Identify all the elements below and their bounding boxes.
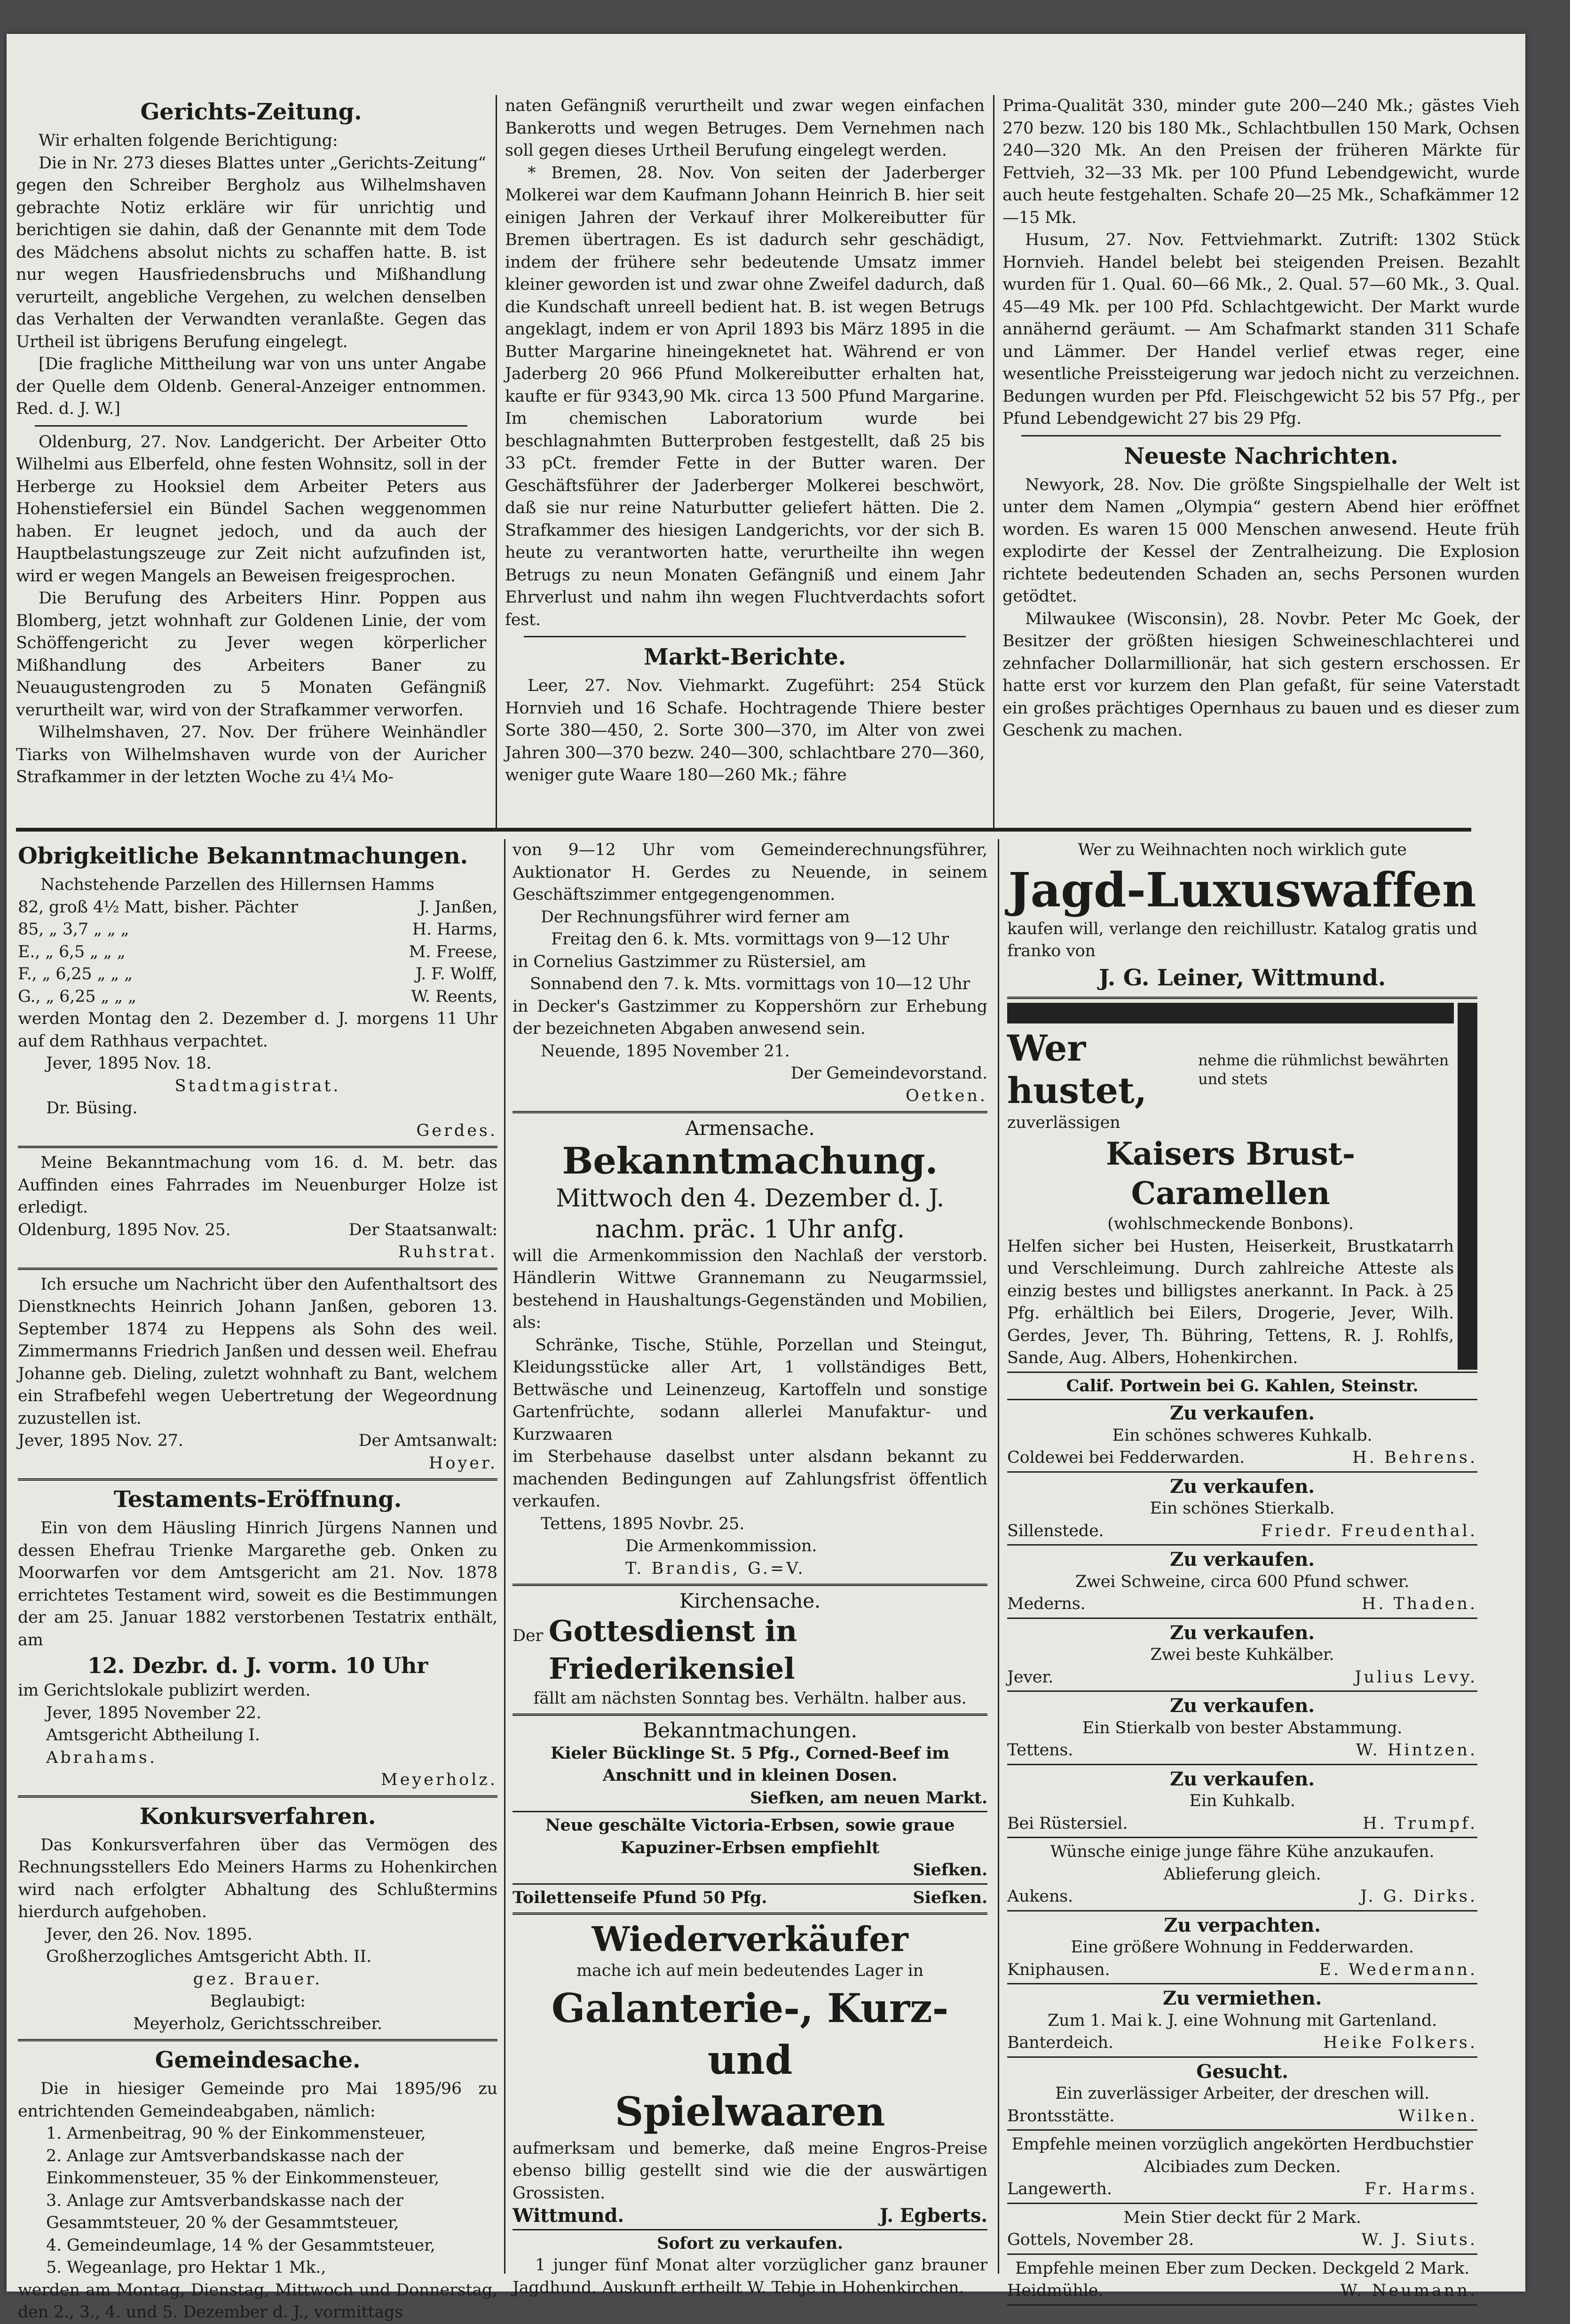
highlight-date: 12. Dezbr. d. J. vorm. 10 Uhr xyxy=(87,1653,428,1678)
divider xyxy=(1007,1399,1477,1400)
column-divider xyxy=(504,839,505,2274)
heading-bekanntmachungen: Bekanntmachungen. xyxy=(642,1719,858,1743)
auction-date: Mittwoch den 4. Dezember d. J. xyxy=(556,1184,944,1213)
ad-place: Jever. xyxy=(1007,1667,1054,1687)
divider xyxy=(1007,1618,1477,1619)
signature: Gerdes. xyxy=(416,1121,497,1140)
label: Der xyxy=(513,1626,543,1645)
paragraph: Meine Bekanntmachung vom 16. d. M. betr. das Auffinden eines Fahrrades im Neuenburger Holze ist erledigt. xyxy=(18,1153,497,1217)
divider xyxy=(18,1795,497,1798)
divider xyxy=(18,1268,497,1270)
paragraph: werden Montag den 2. Dezember d. J. morgens 11 Uhr auf dem Rathhaus verpachtet. xyxy=(18,1009,497,1051)
ad-name: Heike Folkers. xyxy=(1323,2033,1477,2052)
classified-ad xyxy=(1007,2258,1477,2306)
ad-place: Bei Rüstersiel. xyxy=(1007,1814,1128,1833)
divider xyxy=(513,1883,987,1885)
classified-ad xyxy=(1007,2207,1477,2255)
ad-heading: Gesucht. xyxy=(1196,2060,1288,2083)
date-line: Freitag den 6. k. Mts. vormittags von 9—12 Uhr xyxy=(551,930,949,949)
divider xyxy=(1007,997,1477,999)
signature: Dr. Büsing. xyxy=(46,1099,138,1118)
signature-row: Wittmund. J. Egberts. xyxy=(513,2205,987,2227)
list-item: 85, „ 3,7 „ „ „ H. Harms, xyxy=(18,920,497,939)
list-item: 4. Gemeindeumlage, 14 % der Gesammtsteuer, xyxy=(46,2236,435,2255)
ad-text: Empfehle meinen vorzüglich angekörten Herdbuchstier Alcibiades zum Decken. xyxy=(1011,2135,1473,2176)
paragraph: aufmerksam und bemerke, daß meine Engros-Preise ebenso billig gestellt sind wie die der auswärtigen Grossisten. xyxy=(513,2139,987,2203)
ad-text: Zwei beste Kuhkälber. xyxy=(1150,1645,1334,1664)
divider xyxy=(513,2229,987,2230)
court: Amtsgericht Abtheilung I. xyxy=(46,1726,260,1745)
place-date: Jever, den 26. Nov. 1895. xyxy=(46,1925,252,1944)
ad-place: Banterdeich. xyxy=(1007,2033,1113,2052)
list-item: 3. Anlage zur Amtsverbandskasse nach der Gesammtsteuer, 20 % der Gesammtsteuer, xyxy=(46,2191,403,2232)
label: zuverlässigen xyxy=(1007,1113,1120,1132)
column-divider xyxy=(998,839,999,2274)
classified-ad xyxy=(1007,1914,1477,1985)
ad-place: Mederns. xyxy=(1007,1594,1086,1613)
heading-jagd-luxuswaffen: Jagd-Luxuswaffen xyxy=(1008,862,1476,918)
classified-ad xyxy=(1007,1768,1477,1839)
ad-portwein: Calif. Portwein bei G. Kahlen, Steinstr. xyxy=(1066,1376,1419,1396)
signature-row: Oldenburg, 1895 Nov. 25. Der Staatsanwalt: xyxy=(18,1220,497,1239)
ad-signature xyxy=(1007,2178,1477,2201)
paragraph: von 9—12 Uhr vom Gemeinderechnungsführer, Auktionator H. Gerdes zu Neuende, in seinem Geschäftszimmer entgegengenommen. xyxy=(513,841,987,904)
classified-ad xyxy=(1007,1402,1477,1473)
classified-ad xyxy=(1007,1841,1477,1912)
column-middle-ads xyxy=(513,839,987,2299)
paragraph-husum: Husum, 27. Nov. Fettviehmarkt. Zutrift: 1302 Stück Hornvieh. Handel belebt bei steigenden Preisen. Bezahlt wurden für 1. Qual. 60—66 Mk., 2. Qual. 57—60 Mk., 3. Qual. 45—49 Mk. per 100 Pfd. Schlachtgewicht. Der Markt wurde annähernd geräumt. — Am Schafmarkt standen 311 Schafe und Lämmer. Der Handel verlief etwas reger, eine wesentliche Preissteigerung war jedoch nicht zu verzeichnen. Bedungen wurden per Pfd. Fleischgewicht 52 bis 57 Pfg., per Pfund Lebendgewicht 27 bis 29 Pfg. xyxy=(1002,230,1520,428)
ad-text: Mein Stier deckt für 2 Mark. xyxy=(1123,2208,1361,2227)
signature: T. Brandis, G.=V. xyxy=(625,1559,805,1578)
paragraph-oldenburg: Oldenburg, 27. Nov. Landgericht. Der Arbeiter Otto Wilhelmi aus Elberfeld, ohne festen Wohnsitz, soll in der Herberge zu Hooksiel dem Arbeiter Peters aus Hohenstiefersiel ein Bündel Sachen weggenommen haben. Er leugnet jedoch, und da auch der Hauptbelastungszeuge zur Zeit nicht aufzufinden ist, wird er wegen Mangels an Beweisen freigesprochen. xyxy=(16,432,486,586)
ad-place: Gottels, November 28. xyxy=(1007,2230,1194,2249)
column-neueste-nachrichten xyxy=(1002,95,1520,742)
paragraph: Das Konkursverfahren über das Vermögen des Rechnungsstellers Edo Meiners Harms zu Hohenkirchen wird nach erfolgter Abhaltung des Schlußtermins hierdurch aufgehoben. xyxy=(18,1835,497,1921)
ad-kaisers xyxy=(1007,1003,1477,1370)
ad-place: Kniphausen. xyxy=(1007,1960,1110,1979)
divider xyxy=(1007,1910,1477,1912)
divider xyxy=(1007,2203,1477,2204)
divider xyxy=(513,1713,987,1716)
paragraph-newyork: Newyork, 28. Nov. Die größte Singspielhalle der Welt ist unter dem Namen „Olympia“ gestern Abend hier eröffnet worden. Es waren 15 000 Menschen anwesend. Heute früh explodirte der Kessel der Zentralheizung. Die Explosion richtete bedeutenden Schaden an, sechs Personen wurden getödtet. xyxy=(1002,475,1520,606)
ad-signature xyxy=(1007,1739,1477,1762)
authority: Der Gemeindevorstand. xyxy=(790,1064,987,1083)
paragraph: im Sterbehause daselbst unter alsdann bekannt zu machenden Bedingungen auf Zahlungsfrist öffentlich verkaufen. xyxy=(513,1447,987,1511)
paragraph: naten Gefängniß verurtheilt und zwar wegen einfachen Bankerotts und wegen Betruges. Dem Vernehmen nach soll gegen dieses Urtheil Berufung eingelegt werden. xyxy=(505,96,985,160)
ad-heading: Zu verkaufen. xyxy=(1170,1475,1315,1498)
paragraph: Ein von dem Häusling Hinrich Jürgens Nannen und dessen Ehefrau Trienke Margarethe geb. Onken zu Moorwarfen vor dem Amtsgericht am 21. Nov. 1878 errichtetes Testament wird, soweit es die Bestimmungen der am 25. Januar 1882 verstorbenen Testatrix enthält, am xyxy=(18,1519,497,1650)
paragraph: fällt am nächsten Sonntag bes. Verhältn. halber aus. xyxy=(533,1689,967,1708)
divider xyxy=(1007,1837,1477,1838)
paragraph: Schränke, Tische, Stühle, Porzellan und Steingut, Kleidungsstücke aller Art, 1 vollständiges Bett, Bettwäsche und Leinenzeug, Kartoffeln und sonstige Gartenfrüchte, sodann allerlei Manufaktur- und Kurzwaaren xyxy=(513,1335,987,1444)
newspaper-page xyxy=(7,34,1525,2322)
classified-ad xyxy=(1007,1987,1477,2058)
ad-name: Fr. Harms. xyxy=(1365,2180,1477,2198)
list-item: 5. Wegeanlage, pro Hektar 1 Mk., xyxy=(46,2258,326,2277)
divider xyxy=(1007,2129,1477,2131)
ad-name: W. Hintzen. xyxy=(1356,1741,1477,1760)
heading-sofort: Sofort zu verkaufen. xyxy=(657,2233,843,2253)
list-item: 1. Armenbeitrag, 90 % der Einkommensteuer, xyxy=(46,2124,426,2143)
ad-signature xyxy=(1007,1447,1477,1469)
list-item: 2. Anlage zur Amtsverbandskasse nach der Einkommensteuer, 35 % der Einkommensteuer, xyxy=(46,2146,440,2188)
ad-text: Zum 1. Mai k. J. eine Wohnung mit Gartenland. xyxy=(1048,2011,1437,2030)
paragraph: im Gerichtslokale publizirt werden. xyxy=(18,1681,311,1700)
divider xyxy=(524,636,966,637)
heading-kirchensache: Kirchensache. xyxy=(679,1589,821,1612)
divider xyxy=(18,2039,497,2041)
ad-name: H. Behrens. xyxy=(1352,1448,1477,1467)
ad-place: Sillenstede. xyxy=(1007,1521,1104,1540)
paragraph: Prima-Qualität 330, minder gute 200—240 Mk.; gästes Vieh 270 bezw. 120 bis 180 Mk., Schlachtbullen 150 Mark, Ochsen 240—320 Mk. An den Preisen der früheren Märkte für Fettvieh, 32—33 Mk. per 100 Pfund Lebendgewicht, wurde auch heute festgehalten. Schafe 20—25 Mk., Schafkämmer 12—15 Mk. xyxy=(1002,96,1520,227)
column-gerichts-zeitung xyxy=(16,95,486,789)
ad-name: E. Wedermann. xyxy=(1319,1960,1477,1979)
paragraph: mache ich auf mein bedeutendes Lager in xyxy=(576,1961,924,1980)
paragraph-wilhelmshaven: Wilhelmshaven, 27. Nov. Der frühere Weinhändler Tiarks von Wilhelmshaven wurde von der Auricher Strafkammer in der letzten Woche zu 4¼ Mo- xyxy=(16,723,486,786)
ad-heading: Zu verkaufen. xyxy=(1170,1548,1315,1570)
paragraph: Der Rechnungsführer wird ferner am xyxy=(541,907,850,927)
ad-place: Langewerth. xyxy=(1007,2180,1112,2198)
ad-name: W. J. Siuts. xyxy=(1361,2230,1477,2249)
ad-heading: Zu verkaufen. xyxy=(1170,1768,1315,1790)
ad-name: J. G. Dirks. xyxy=(1360,1887,1477,1906)
ad-text: Eine größere Wohnung in Fedderwarden. xyxy=(1071,1938,1414,1957)
divider xyxy=(1007,1372,1477,1373)
heading-wer-hustet: Wer hustet, xyxy=(1007,1027,1147,1111)
place-date: Jever, 1895 November 22. xyxy=(46,1703,261,1722)
divider xyxy=(513,1584,987,1586)
ad-signature xyxy=(1007,2105,1477,2128)
section-divider xyxy=(16,828,1471,832)
section-title-obrigkeitliche: Obrigkeitliche Bekanntmachungen. xyxy=(18,843,468,869)
ad-signature xyxy=(1007,2032,1477,2054)
paragraph: Die Berufung des Arbeiters Hinr. Poppen aus Blomberg, jetzt wohnhaft zur Goldenen Linie, der vom Schöffengericht zu Jever wegen körperlicher Mißhandlung des Arbeiters Baner zu Neuaugustengroden zu 5 Monaten Gefängniß verurtheilt war, wird von der Strafkammer verworfen. xyxy=(16,589,486,720)
paragraph: Die in Nr. 273 dieses Blattes unter „Gerichts-Zeitung“ gegen den Schreiber Bergholz aus Wilhelmshaven gebrachte Notiz erkläre wir für unrichtig und berichtigen sie dahin, daß der Genannte mit dem Tode des Mädchens absolut nichts zu schaffen hatte. B. ist nur wegen Hausfriedensbruchs und Mißhandlung verurteilt, angebliche Vergehen, zu welchen denselben das Verhalten der Verwandten veranlaßte. Gegen das Urtheil ist übrigens Berufung eingelegt. xyxy=(16,153,486,351)
divider xyxy=(1007,2304,1477,2306)
signature: Siefken, am neuen Markt. xyxy=(750,1788,987,1808)
list-item: F., „ 6,25 „ „ „ J. F. Wolff, xyxy=(18,965,497,984)
ad-place: Aukens. xyxy=(1007,1887,1073,1906)
paragraph: werden am Montag, Dienstag, Mittwoch und Donnerstag, den 2., 3., 4. und 5. Dezember d. J., vormittags xyxy=(18,2280,497,2322)
paragraph: 1 junger fünf Monat alter vorzüglicher ganz brauner Jagdhund. Auskunft ertheilt W. Tebje in Hohenkirchen. xyxy=(513,2256,987,2297)
signature: Siefken. xyxy=(913,1860,987,1880)
place-date: Neuende, 1895 November 21. xyxy=(541,1041,790,1061)
authority: Stadtmagistrat. xyxy=(174,1076,341,1095)
ad-signature xyxy=(1007,1520,1477,1543)
ad-heading: Zu verkaufen. xyxy=(1170,1695,1315,1717)
paragraph: in Cornelius Gastzimmer zu Rüstersiel, am xyxy=(513,952,866,971)
signature: Hoyer. xyxy=(428,1453,497,1473)
ad-place: Brontsstätte. xyxy=(1007,2106,1115,2126)
divider xyxy=(513,1912,987,1915)
auction-time: nachm. präc. 1 Uhr anfg. xyxy=(595,1215,905,1244)
ad-signature xyxy=(1007,1886,1477,1908)
ad-signature xyxy=(1007,1813,1477,1835)
label: nehme die rühmlichst bewährten und stets xyxy=(1198,1051,1449,1088)
column-classifieds xyxy=(1007,839,1477,2308)
ad-place: Heidmühle. xyxy=(1007,2281,1104,2300)
ad-text: Zwei Schweine, circa 600 Pfund schwer. xyxy=(1075,1572,1410,1591)
divider xyxy=(1021,435,1501,436)
paragraph: Die in hiesiger Gemeinde pro Mai 1895/96 zu entrichtenden Gemeindeabgaben, nämlich: xyxy=(18,2079,497,2121)
paragraph: Ich ersuche um Nachricht über den Aufenthaltsort des Dienstknechts Heinrich Johann Janßen, geboren 13. September 1874 zu Heppens als Sohn des weil. Zimmermanns Friedrich Janßen und dessen weil. Ehefrau Johanne geb. Dieling, zuletzt wohnhaft zu Bant, welchem ein Strafbefehl wegen Uebertretung der Wegeordnung zuzustellen ist. xyxy=(18,1275,497,1428)
ad-text: Ein schönes Stierkalb. xyxy=(1150,1499,1335,1518)
certification: Beglaubigt: xyxy=(210,1992,306,2011)
ad-place: Coldewei bei Fedderwarden. xyxy=(1007,1448,1245,1467)
place-date: Jever, 1895 Nov. 18. xyxy=(46,1054,212,1073)
section-title-gemeindesache: Gemeindesache. xyxy=(155,2047,361,2073)
ad-signature xyxy=(1007,1959,1477,1982)
signature: J. G. Leiner, Wittmund. xyxy=(1098,964,1386,991)
signature: Meyerholz. xyxy=(380,1770,497,1789)
divider xyxy=(35,425,467,427)
section-title-testament: Testaments-Eröffnung. xyxy=(113,1486,402,1513)
paragraph: Wir erhalten folgende Berichtigung: xyxy=(39,131,338,150)
date-line: Sonnabend den 7. k. Mts. vormittags von 10—12 Uhr xyxy=(529,975,970,993)
heading-gottesdienst: Gottesdienst in Friederikensiel xyxy=(548,1613,797,1686)
section-title-markt-berichte: Markt-Berichte. xyxy=(643,644,846,670)
subtitle: (wohlschmeckende Bonbons). xyxy=(1107,1214,1354,1233)
classified-ad xyxy=(1007,1695,1477,1765)
ad-header xyxy=(1007,1027,1454,1112)
court: Großherzogliches Amtsgericht Abth. II. xyxy=(46,1947,371,1966)
heading-bekanntmachung: Bekanntmachung. xyxy=(562,1139,938,1182)
signature: Ruhstrat. xyxy=(398,1243,497,1261)
ad-seife: Toilettenseife Pfund 50 Pfg. Siefken. xyxy=(513,1888,987,1907)
ad-signature xyxy=(1007,2280,1477,2302)
ad-side-bar xyxy=(1458,1003,1477,1370)
ad-heading: Zu verkaufen. xyxy=(1170,1621,1315,1644)
ad-name: Friedr. Freudenthal. xyxy=(1261,1521,1477,1540)
paragraph: kaufen will, verlange den reichillustr. Katalog gratis und franko von xyxy=(1007,919,1477,960)
heading-spielwaaren: Spielwaaren xyxy=(615,2088,885,2135)
classified-ad xyxy=(1007,2061,1477,2131)
ad-text: Ein Stierkalb von bester Abstammung. xyxy=(1082,1718,1403,1737)
parcel-list xyxy=(18,896,497,1008)
classified-ad xyxy=(1007,1622,1477,1692)
ad-erbsen: Neue geschälte Victoria-Erbsen, sowie graue Kapuziner-Erbsen empfiehlt xyxy=(545,1816,955,1857)
column-bremen-markt xyxy=(505,95,985,787)
church-ad-title xyxy=(513,1612,987,1688)
ad-text: Ein zuverlässiger Arbeiter, der dreschen will. xyxy=(1055,2084,1429,2103)
paragraph: Helfen sicher bei Husten, Heiserkeit, Brustkatarrh und Verschleimung. Durch zahlreiche Atteste als einzig bestes und billigstes anerkannt. In Pack. à 25 Pfg. erhältlich bei Eilers, Drogerie, Jever, Wilh. Gerdes, Jever, Th. Bühring, Tettens, R. J. Rohlfs, Sande, Aug. Albers, Hohenkirchen. xyxy=(1007,1237,1454,1367)
ad-signature xyxy=(1007,1666,1477,1689)
list-item: G., „ 6,25 „ „ „ W. Reents, xyxy=(18,987,497,1006)
divider xyxy=(1007,1983,1477,1984)
signature-row: Jever, 1895 Nov. 27. Der Amtsanwalt: xyxy=(18,1431,497,1450)
divider xyxy=(513,1111,987,1113)
divider xyxy=(1007,2253,1477,2255)
ad-heading: Zu vermiethen. xyxy=(1162,1987,1322,2009)
heading-wiederverkaeufer: Wiederverkäufer xyxy=(592,1919,908,1959)
ad-name: Wilken. xyxy=(1398,2106,1477,2126)
classified-list xyxy=(1007,1402,1477,2306)
divider xyxy=(513,1811,987,1812)
ad-name: Julius Levy. xyxy=(1355,1667,1477,1687)
ad-text: Empfehle meinen Eber zum Decken. Deckgeld 2 Mark. xyxy=(1015,2259,1470,2278)
signature: gez. Brauer. xyxy=(193,1969,323,1989)
ad-text: Ein schönes schweres Kuhkalb. xyxy=(1112,1426,1373,1445)
signature: Abrahams. xyxy=(46,1748,157,1767)
paragraph: will die Armenkommission den Nachlaß der verstorb. Händlerin Wittwe Grannemann zu Neugarmssiel, bestehend in Haushaltungs-Gegenständen und Mobilien, als: xyxy=(513,1246,987,1332)
ad-heading: Zu verkaufen. xyxy=(1170,1402,1315,1424)
ad-kieler: Kieler Bücklinge St. 5 Pfg., Corned-Beef im Anschnitt und in kleinen Dosen. xyxy=(551,1743,949,1785)
ad-signature xyxy=(1007,1593,1477,1616)
signature: Meyerholz, Gerichtsschreiber. xyxy=(133,2014,383,2033)
ad-top-bar xyxy=(1007,1003,1454,1023)
divider xyxy=(1007,1764,1477,1765)
ad-text: Wünsche einige junge fähre Kühe anzukaufen. Ablieferung gleich. xyxy=(1050,1842,1435,1884)
list-item: 82, groß 4½ Matt, bisher. Pächter J. Janßen, xyxy=(18,897,497,917)
column-announcements xyxy=(18,839,497,2324)
authority: Die Armenkommission. xyxy=(625,1537,817,1555)
section-title-konkurs: Konkursverfahren. xyxy=(139,1803,376,1830)
list-item: E., „ 6,5 „ „ „ M. Freese, xyxy=(18,942,497,961)
ad-signature xyxy=(1007,2229,1477,2252)
paragraph-milwaukee: Milwaukee (Wisconsin), 28. Novbr. Peter Mc Goek, der Besitzer der größten hiesigen Schweineschlachterei und zehnfacher Dollarmillionär, hat sich gestern erschossen. Er hatte erst vor kurzem den Plan gefaßt, für seine Vaterstadt ein großes prächtiges Opernhaus zu bauen und es dieser zum Geschenk zu machen. xyxy=(1002,609,1520,740)
column-divider xyxy=(496,95,497,829)
divider xyxy=(1007,2056,1477,2058)
paragraph-bremen: * Bremen, 28. Nov. Von seiten der Jaderberger Molkerei war dem Kaufmann Johann Heinrich B. hier seit einigen Jahren der Verkauf ihrer Molkereibutter für Bremen übertragen. Es ist dadurch sehr geschädigt, indem der frühere sehr bedeutende Umsatz immer kleiner geworden ist und zwar ohne Zweifel dadurch, daß die Kundschaft unreell bedient hat. B. ist wegen Betrugs angeklagt, indem er von April 1893 bis März 1895 in die Butter Margarine hineingeknetet hat. Während er von Jaderberg 20 966 Pfund Molkereibutter erhalten hat, kaufte er für 9343,90 Mk. circa 13 500 Pfund Margarine. Im chemischen Laboratorium wurde bei beschlagnahmten Butterproben festgestellt, daß 25 bis 33 pCt. fremder Fette in der Butter waren. Der Geschäftsführer der Jaderberger Molkerei beschwört, daß sie nur reine Naturbutter geliefert hätten. Die 2. Strafkammer des hiesigen Landgerichts, vor der sich B. heute zu verantworten hatte, verurtheilte ihn wegen Betrugs zu neun Monaten Gefängniß und einem Jahr Ehrverlust und nahm ihn wegen Fluchtverdachts sofort fest. xyxy=(505,163,985,629)
paragraph: [Die fragliche Mittheilung war von uns unter Angabe der Quelle dem Oldenb. General-Anzeiger entnommen. Red. d. J. W.] xyxy=(16,355,486,418)
ad-text: Ein Kuhkalb. xyxy=(1189,1792,1295,1810)
paragraph: Nachstehende Parzellen des Hillernsen Hamms xyxy=(40,875,434,894)
paragraph: in Decker's Gastzimmer zu Koppershörn zur Erhebung der bezeichneten Abgaben anwesend sein. xyxy=(513,997,987,1038)
classified-ad xyxy=(1007,1548,1477,1619)
classified-ad xyxy=(1007,1475,1477,1546)
ad-heading: Zu verpachten. xyxy=(1164,1914,1321,1936)
paragraph-leer: Leer, 27. Nov. Viehmarkt. Zugeführt: 254 Stück Hornvieh und 16 Schafe. Hochtragende Thiere bester Sorte 380—450, 2. Sorte 300—370, im Alter von zwei Jahren 300—370 bezw. 240—300, schlachtbare 270—360, weniger gute Waare 180—260 Mk.; fähre xyxy=(505,676,985,785)
ad-place: Tettens. xyxy=(1007,1741,1073,1760)
ad-name: W. Neumann. xyxy=(1340,2281,1477,2300)
heading-kaisers: Kaisers Brust-Caramellen xyxy=(1105,1135,1356,1212)
heading-galanterie: Galanterie-, Kurz- und xyxy=(551,1984,949,2083)
divider xyxy=(1007,1690,1477,1692)
place-date: Tettens, 1895 Novbr. 25. xyxy=(541,1514,745,1533)
ad-name: H. Thaden. xyxy=(1361,1594,1477,1613)
divider xyxy=(1007,1471,1477,1473)
column-divider xyxy=(993,95,994,829)
divider xyxy=(18,1146,497,1148)
divider xyxy=(18,1478,497,1481)
heading-armensache: Armensache. xyxy=(685,1117,815,1140)
signature: Oetken. xyxy=(905,1086,987,1105)
section-title-gerichts-zeitung: Gerichts-Zeitung. xyxy=(140,99,362,125)
ad-jagd-intro: Wer zu Weihnachten noch wirklich gute xyxy=(1078,841,1407,859)
ad-name: H. Trumpf. xyxy=(1363,1814,1477,1833)
classified-ad xyxy=(1007,2134,1477,2204)
divider xyxy=(1007,1544,1477,1546)
section-title-neueste-nachrichten: Neueste Nachrichten. xyxy=(1124,443,1398,469)
